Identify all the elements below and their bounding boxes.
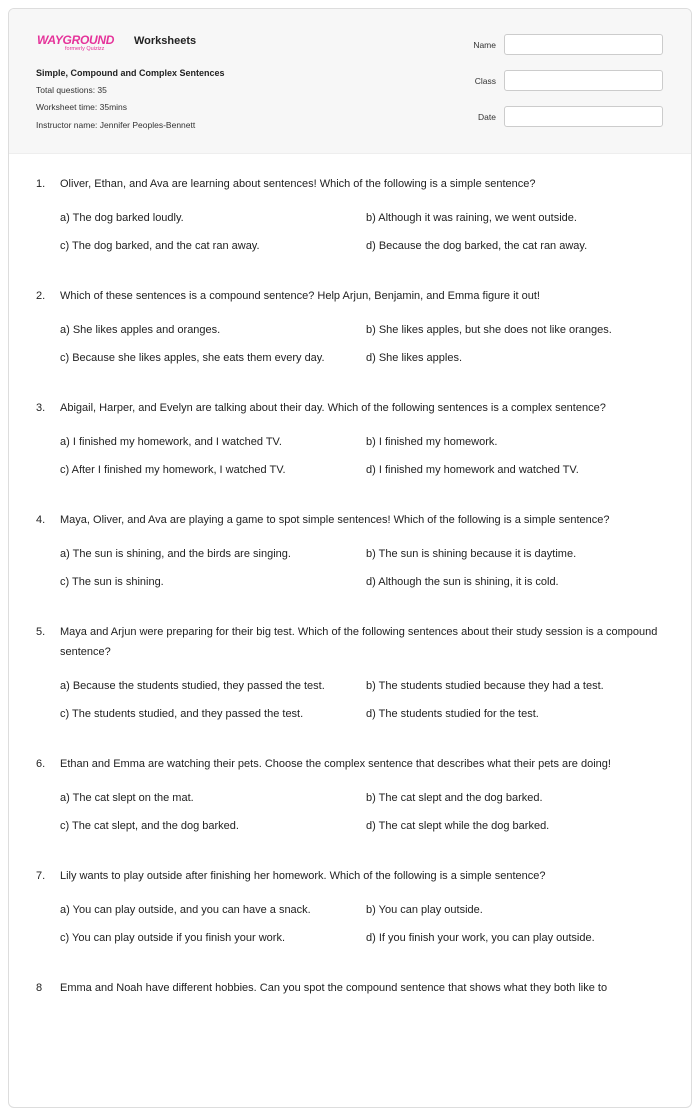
answer-option[interactable]: b) Although it was raining, we went outside. (366, 212, 577, 224)
question-number: 5. (36, 626, 46, 638)
answer-option[interactable]: d) Although the sun is shining, it is cold. (366, 576, 559, 588)
question (9, 622, 691, 728)
question-text: Emma and Noah have different hobbies. Can you spot the compound sentence that shows what they both like to (60, 982, 608, 994)
answer-option[interactable]: a) The dog barked loudly. (60, 212, 184, 224)
date-input[interactable] (504, 106, 663, 127)
name-label: Name (473, 39, 496, 50)
question-stem (9, 754, 691, 774)
answer-option[interactable]: a) She likes apples and oranges. (60, 324, 221, 336)
name-input[interactable] (504, 34, 663, 55)
date-label: Date (478, 111, 496, 122)
question (9, 510, 691, 596)
answer-option[interactable]: c) The sun is shining. (60, 576, 164, 588)
answer-option[interactable]: a) The sun is shining, and the birds are singing. (60, 548, 291, 560)
answer-option[interactable]: a) Because the students studied, they passed the test. (60, 680, 325, 692)
class-label: Class (474, 75, 496, 86)
question (9, 754, 691, 840)
answer-option[interactable]: c) You can play outside if you finish your work. (60, 932, 286, 944)
question-number: 1. (36, 178, 46, 190)
answer-option[interactable]: c) After I finished my homework, I watched TV. (60, 464, 286, 476)
answer-options (60, 204, 691, 260)
question-stem (9, 174, 691, 194)
brand-name: WAYGROUND (37, 33, 115, 47)
answer-option[interactable]: c) The students studied, and they passed the test. (60, 708, 304, 720)
date-field (456, 106, 663, 127)
question-text: Oliver, Ethan, and Ava are learning about sentences! Which of the following is a simple sentence? (60, 178, 536, 190)
answer-options (60, 672, 691, 728)
answer-option[interactable]: b) The cat slept and the dog barked. (366, 792, 543, 804)
question-number: 3. (36, 402, 46, 414)
question-stem (9, 866, 691, 886)
question-text: Lily wants to play outside after finishing her homework. Which of the following is a simple sentence? (60, 870, 546, 882)
answer-option[interactable]: d) If you finish your work, you can play outside. (366, 932, 595, 944)
class-field (456, 70, 663, 91)
class-input[interactable] (504, 70, 663, 91)
answer-option[interactable]: c) The dog barked, and the cat ran away. (60, 240, 260, 252)
question-text: Which of these sentences is a compound sentence? Help Arjun, Benjamin, and Emma figure it out! (60, 290, 540, 302)
question-number: 4. (36, 514, 46, 526)
wayground-logo (37, 31, 115, 52)
question-stem (9, 978, 691, 998)
name-field (456, 34, 663, 55)
answer-option[interactable]: d) I finished my homework and watched TV. (366, 464, 579, 476)
question-text: Maya, Oliver, and Ava are playing a game to spot simple sentences! Which of the following is a simple sentence? (60, 514, 610, 526)
question-stem (9, 286, 691, 306)
question (9, 174, 691, 260)
question-number: 6. (36, 758, 46, 770)
answer-option[interactable]: d) The students studied for the test. (366, 708, 539, 720)
question-stem (9, 622, 691, 662)
question-text: Ethan and Emma are watching their pets. Choose the complex sentence that describes what their pets are doing! (60, 758, 611, 770)
answer-option[interactable]: d) Because the dog barked, the cat ran away. (366, 240, 588, 252)
question (9, 866, 691, 952)
question-text: Abigail, Harper, and Evelyn are talking about their day. Which of the following sentences is a complex sentence? (60, 402, 606, 414)
answer-option[interactable]: b) You can play outside. (366, 904, 483, 916)
answer-option[interactable]: b) The students studied because they had a test. (366, 680, 604, 692)
question-list (9, 174, 691, 1024)
answer-option[interactable]: b) The sun is shining because it is daytime. (366, 548, 577, 560)
total-questions: Total questions: 35 (36, 85, 107, 95)
brand-subtitle: formerly Quizizz (65, 46, 105, 52)
question-text: Maya and Arjun were preparing for their big test. Which of the following sentences about their study session is a compound sentence? (60, 626, 658, 658)
answer-options (60, 540, 691, 596)
question-number: 8 (36, 982, 43, 994)
instructor-name: Instructor name: Jennifer Peoples-Bennett (36, 120, 196, 130)
worksheet (8, 8, 692, 1108)
answer-option[interactable]: b) She likes apples, but she does not like oranges. (366, 324, 612, 336)
question-number: 7. (36, 870, 46, 882)
question (9, 286, 691, 372)
product-name: Worksheets (134, 35, 197, 47)
answer-option[interactable]: b) I finished my homework. (366, 436, 498, 448)
question-number: 2. (36, 290, 46, 302)
worksheet-title: Simple, Compound and Complex Sentences (36, 68, 225, 78)
answer-options (60, 896, 691, 952)
answer-option[interactable]: c) Because she likes apples, she eats them every day. (60, 352, 325, 364)
answer-option[interactable]: a) I finished my homework, and I watched TV. (60, 436, 282, 448)
worksheet-header (9, 9, 691, 154)
answer-option[interactable]: a) The cat slept on the mat. (60, 792, 194, 804)
answer-option[interactable]: a) You can play outside, and you can have a snack. (60, 904, 311, 916)
question (9, 978, 691, 998)
answer-options (60, 316, 691, 372)
answer-options (60, 428, 691, 484)
question-stem (9, 510, 691, 530)
question (9, 398, 691, 484)
worksheet-time: Worksheet time: 35mins (36, 102, 128, 112)
answer-option[interactable]: d) She likes apples. (366, 352, 462, 364)
answer-option[interactable]: c) The cat slept, and the dog barked. (60, 820, 239, 832)
answer-options (60, 784, 691, 840)
answer-option[interactable]: d) The cat slept while the dog barked. (366, 820, 550, 832)
question-stem (9, 398, 691, 418)
